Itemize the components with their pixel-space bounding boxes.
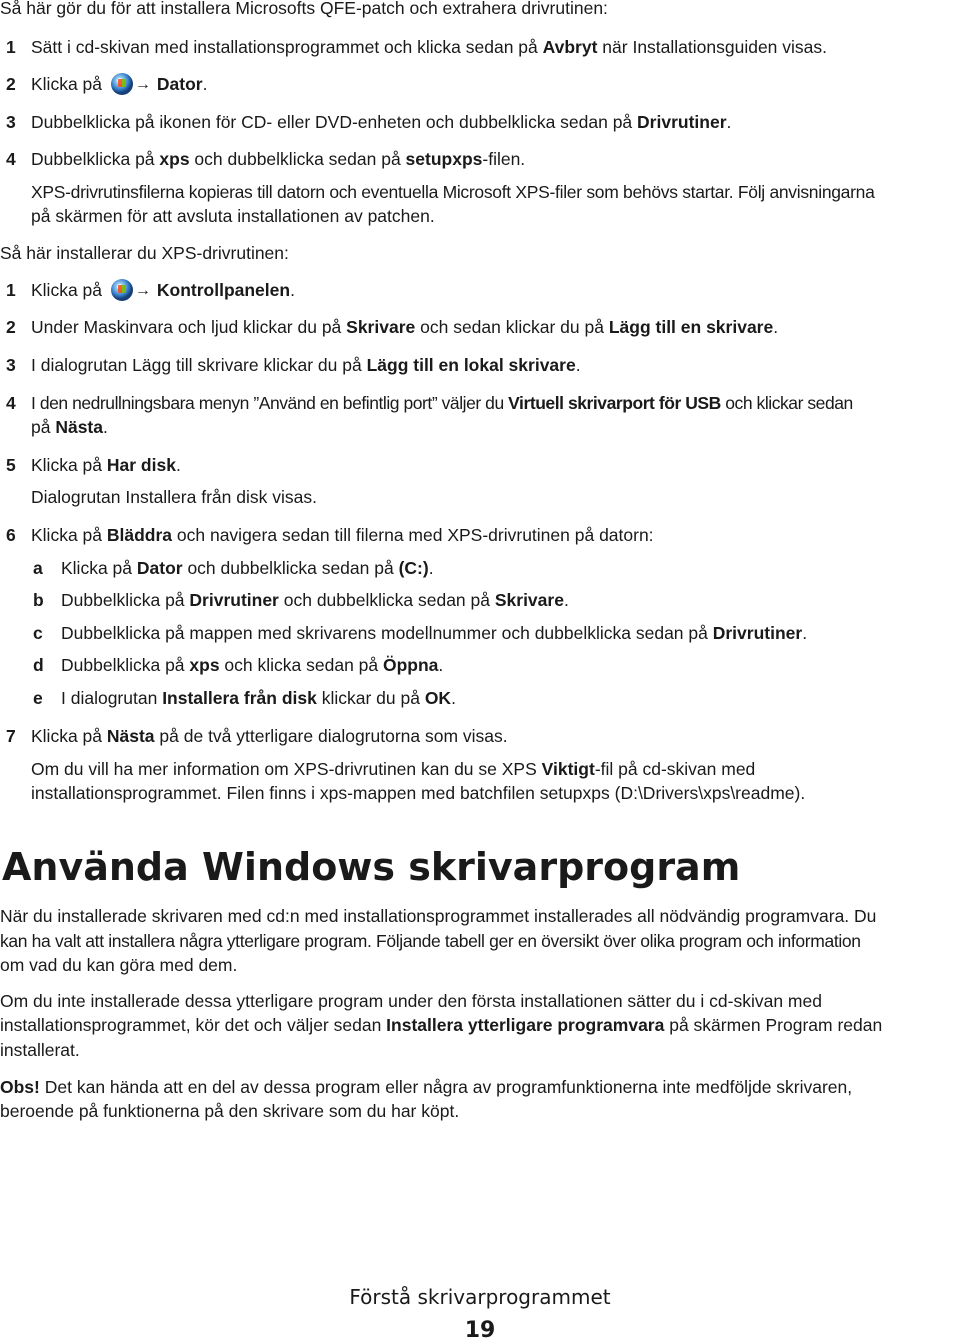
sub-step-letter: d: [33, 655, 44, 675]
step-note: Dialogrutan Installera från disk visas.: [31, 487, 317, 507]
step-note-line-1: Om du vill ha mer information om XPS-drivrutinen kan du se XPS Viktigt-fil på cd-skivan med: [31, 759, 756, 779]
sub-step-letter: b: [33, 590, 44, 610]
note-label: Obs!: [0, 1077, 40, 1097]
sub-step-text: Klicka på Dator och dubbelklicka sedan på (C:).: [61, 558, 434, 578]
step-number: 3: [6, 355, 16, 375]
paragraph-line: Obs! Det kan hända att en del av dessa program eller några av programfunktionerna inte medföljde skrivaren,: [0, 1077, 853, 1097]
step-number: 7: [6, 726, 16, 746]
paragraph-line: Om du inte installerade dessa ytterligare program under den första installationen sätter du i cd-skivan med: [0, 991, 822, 1011]
sub-step-letter: e: [33, 688, 43, 708]
paragraph-line: installerat.: [0, 1040, 80, 1060]
sub-step-text: Dubbelklicka på xps och klicka sedan på Öppna.: [61, 655, 444, 675]
step-text: Klicka på Nästa på de två ytterligare dialogrutorna som visas.: [31, 726, 508, 746]
paragraph-line: om vad du kan göra med dem.: [0, 955, 238, 975]
step-number: 4: [6, 149, 16, 169]
step-number: 3: [6, 112, 16, 132]
page-number: 19: [464, 1318, 496, 1343]
sub-step-text: Dubbelklicka på mappen med skrivarens modellnummer och dubbelklicka sedan på Drivrutiner.: [61, 623, 808, 643]
paragraph-line: installationsprogrammet, kör det och väljer sedan Installera ytterligare programvara på skärmen Program redan: [0, 1015, 883, 1035]
step-text: I den nedrullningsbara menyn ”Använd en befintlig port” väljer du Virtuell skrivarport för USB och klickar sedan: [31, 393, 853, 413]
paragraph-line: kan ha valt att installera några ytterligare program. Följande tabell ger en översikt över olika program och information: [0, 931, 861, 951]
step-text: Klicka på → Dator.: [31, 74, 208, 94]
step-note-line-2: installationsprogrammet. Filen finns i xps-mappen med batchfilen setupxps (D:\Drivers\xps\readme).: [31, 783, 806, 803]
step-text: Under Maskinvara och ljud klickar du på Skrivare och sedan klickar du på Lägg till en skrivare.: [31, 317, 779, 337]
step-number: 2: [6, 317, 16, 337]
step-text: Dubbelklicka på xps och dubbelklicka sedan på setupxps-filen.: [31, 149, 526, 169]
windows-start-icon: [111, 279, 133, 301]
xps-intro: Så här installerar du XPS-drivrutinen:: [0, 243, 289, 263]
windows-start-icon: [111, 73, 133, 95]
step-number: 6: [6, 525, 16, 545]
step-text: Klicka på → Kontrollpanelen.: [31, 280, 295, 300]
section-heading: Använda Windows skrivarprogram: [2, 845, 741, 889]
sub-step-text: Dubbelklicka på Drivrutiner och dubbelklicka sedan på Skrivare.: [61, 590, 569, 610]
step-text: Sätt i cd-skivan med installationsprogrammet och klicka sedan på Avbryt när Installationsguiden visas.: [31, 37, 828, 57]
step-number: 4: [6, 393, 16, 413]
step-number: 1: [6, 37, 16, 57]
step-text: Klicka på Bläddra och navigera sedan till filerna med XPS-drivrutinen på datorn:: [31, 525, 654, 545]
sub-step-text: I dialogrutan Installera från disk klickar du på OK.: [61, 688, 456, 708]
step-text: I dialogrutan Lägg till skrivare klickar du på Lägg till en lokal skrivare.: [31, 355, 581, 375]
paragraph-line: beroende på funktionerna på den skrivare som du har köpt.: [0, 1101, 460, 1121]
sub-step-letter: a: [33, 558, 43, 578]
step-text: Klicka på Har disk.: [31, 455, 181, 475]
step-text-cont: på Nästa.: [31, 417, 108, 437]
step-number: 2: [6, 74, 16, 94]
qfe-note-line-1: XPS-drivrutinsfilerna kopieras till datorn och eventuella Microsoft XPS-filer som behövs startar. Följ anvisningarna: [31, 182, 875, 202]
step-text: Dubbelklicka på ikonen för CD- eller DVD-enheten och dubbelklicka sedan på Drivrutiner.: [31, 112, 732, 132]
step-number: 1: [6, 280, 16, 300]
arrow-icon: →: [134, 282, 151, 299]
intro-text: Så här gör du för att installera Microsofts QFE-patch och extrahera drivrutinen:: [0, 0, 608, 18]
qfe-note-line-2: på skärmen för att avsluta installationen av patchen.: [31, 206, 435, 226]
paragraph-line: När du installerade skrivaren med cd:n med installationsprogrammet installerades all nödvändig programvara. Du: [0, 906, 877, 926]
sub-step-letter: c: [33, 623, 43, 643]
step-number: 5: [6, 455, 16, 475]
footer-title: Förstå skrivarprogrammet: [349, 1285, 611, 1309]
arrow-icon: →: [134, 76, 151, 93]
